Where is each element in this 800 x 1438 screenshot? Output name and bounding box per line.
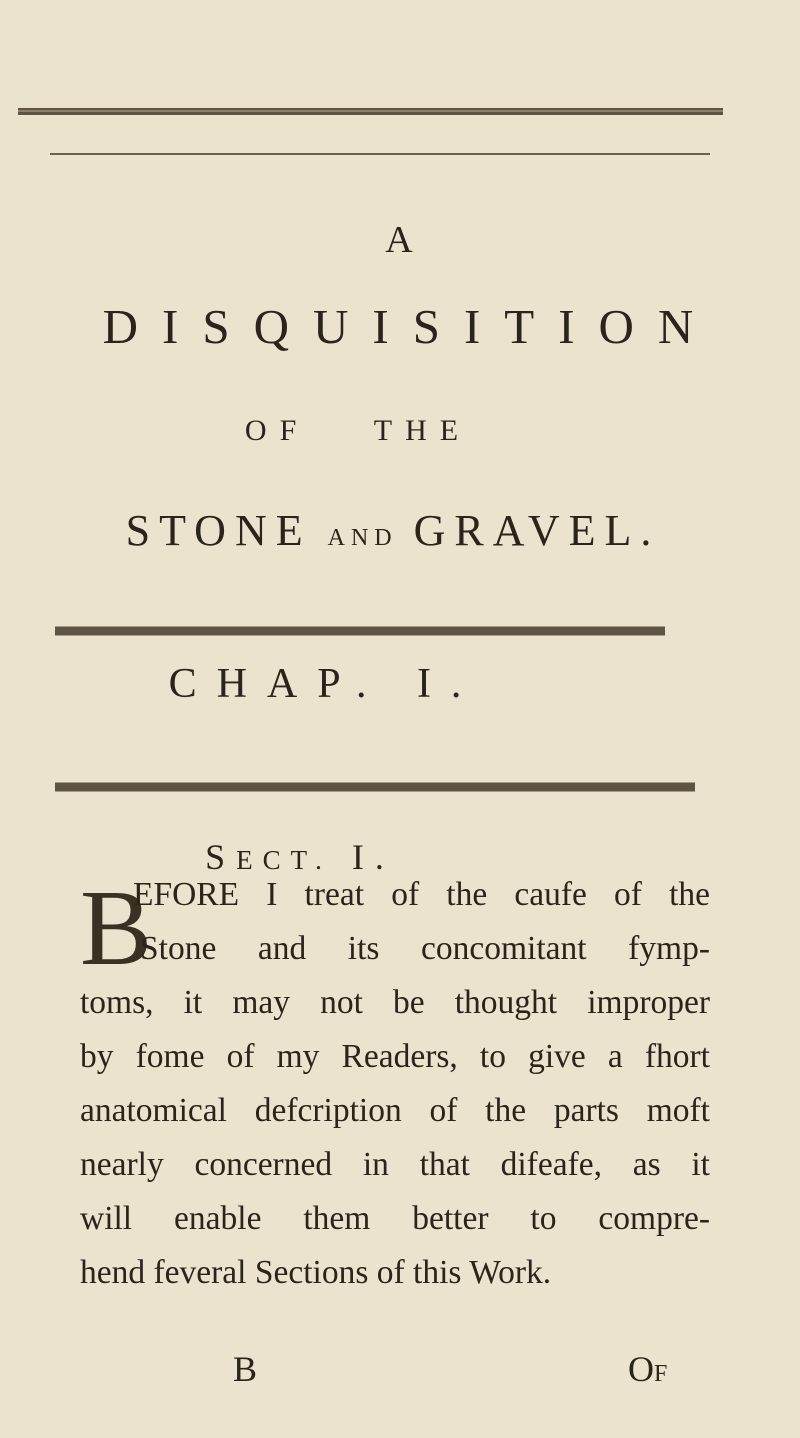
body-line: by fome of my Readers, to give a fhort <box>80 1038 710 1075</box>
catchword-rest: F <box>654 1361 668 1387</box>
body-line: toms, it may not be thought improper <box>80 984 710 1021</box>
chapter-heading: CHAP. I. <box>168 661 482 707</box>
title-of-the <box>0 414 758 448</box>
chapter-bottom-rule <box>55 778 695 796</box>
drop-cap: B <box>80 869 153 988</box>
title-subject <box>0 505 793 556</box>
top-ornamental-rule <box>18 102 723 120</box>
title-the: THE <box>373 414 472 447</box>
top-thin-rule <box>50 153 710 155</box>
title-of: OF <box>244 414 310 447</box>
signature-mark: B <box>233 1349 258 1389</box>
title-main: DISQUISITION <box>102 299 718 354</box>
section-label-rest: ECT. <box>236 845 332 875</box>
catchword <box>628 1348 667 1390</box>
title-and: AND <box>327 525 398 551</box>
body-line: anatomical defcription of the parts moft <box>80 1092 710 1129</box>
section-number: I. <box>351 837 395 877</box>
title-gravel: GRAVEL. <box>413 506 661 555</box>
title-article: A <box>385 219 415 261</box>
chapter-top-rule <box>55 622 665 640</box>
body-line: nearly concerned in that difeafe, as it <box>80 1146 710 1183</box>
catchword-initial: O <box>628 1349 654 1389</box>
body-line: EFORE I treat of the caufe of the <box>133 876 710 913</box>
title-stone: STONE <box>125 506 312 555</box>
section-label-initial: S <box>205 837 237 877</box>
body-line: will enable them better to compre- <box>80 1200 710 1237</box>
body-paragraph <box>80 868 710 1300</box>
body-line: hend feveral Sections of this Work. <box>80 1254 552 1291</box>
body-line: Stone and its concomitant fymp- <box>140 930 710 967</box>
